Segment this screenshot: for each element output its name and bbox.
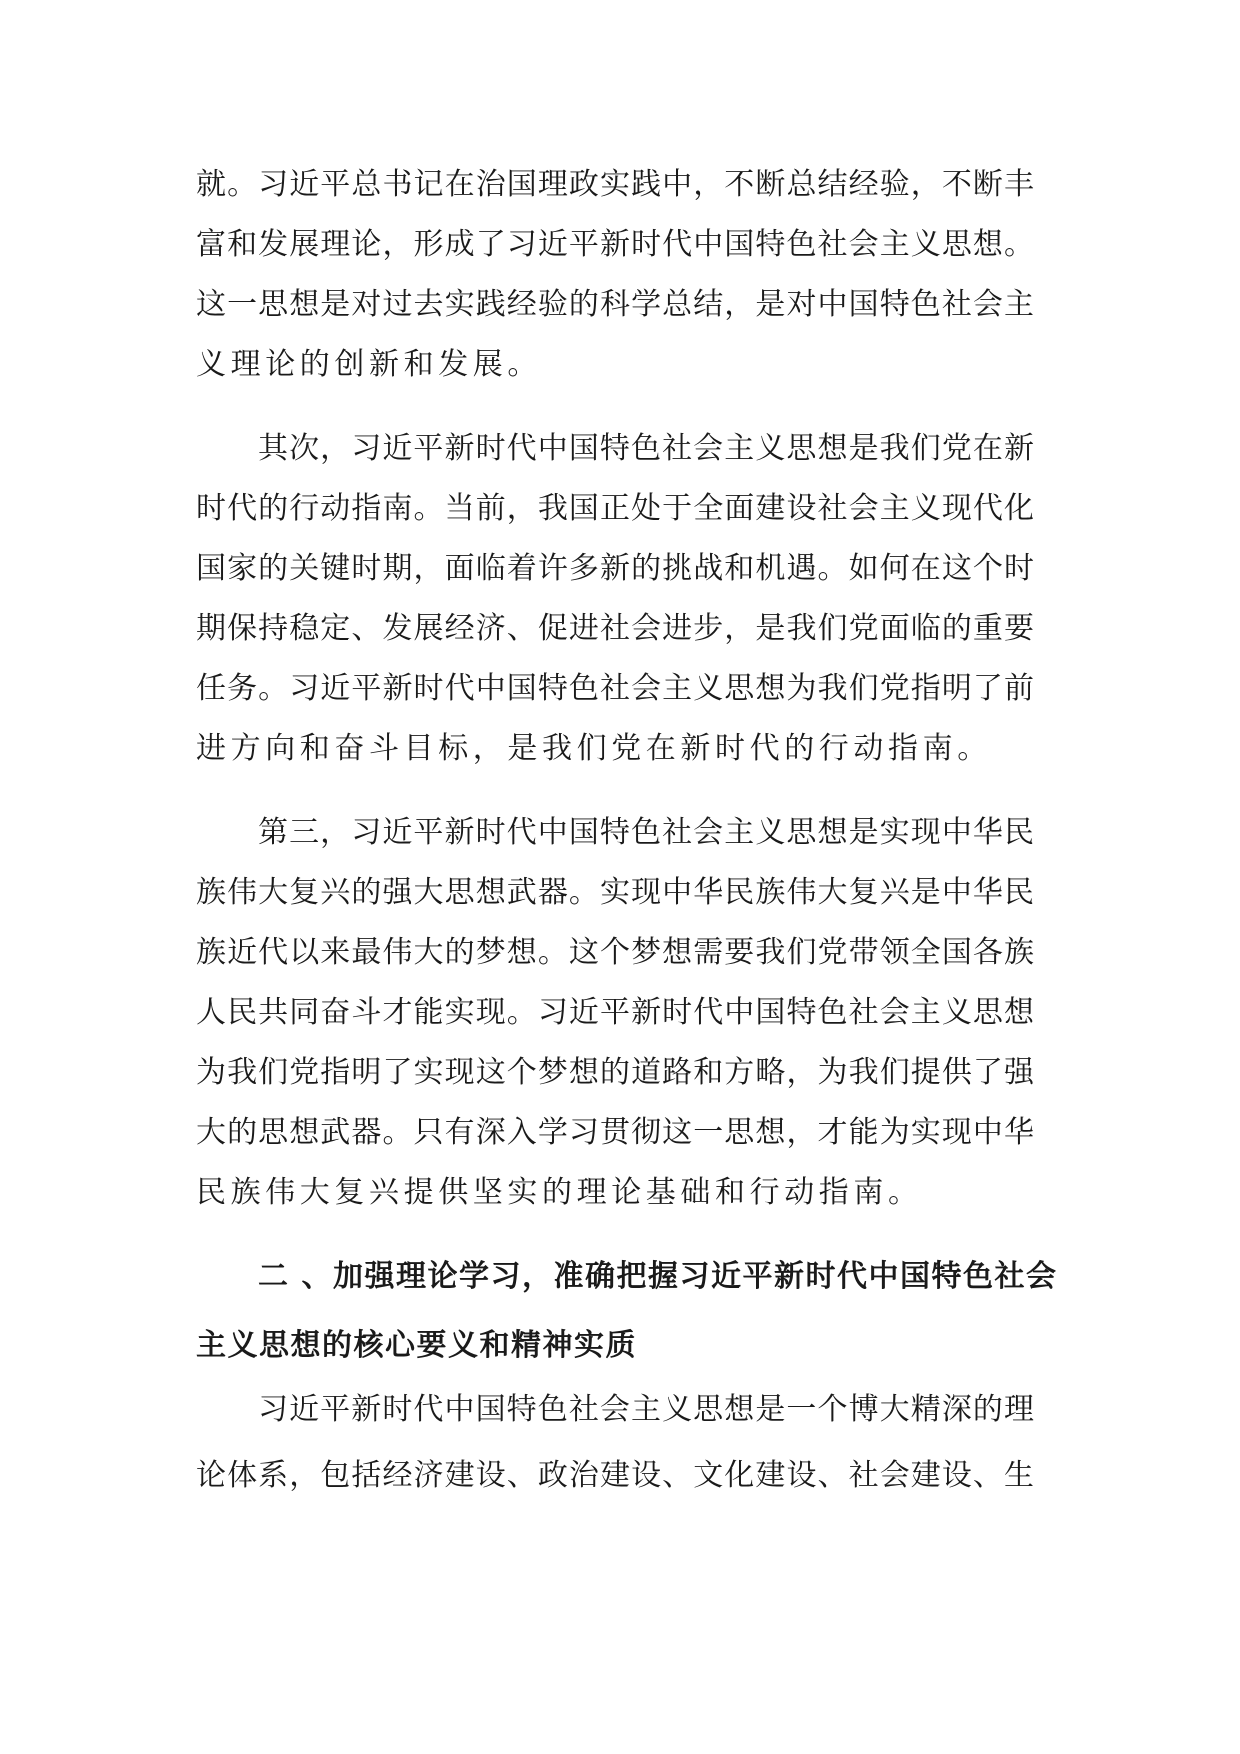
text-line: 期保持稳定、发展经济、促进社会进步，是我们党面临的重要	[196, 611, 1034, 646]
text-line: 第三，习近平新时代中国特色社会主义思想是实现中华民	[258, 815, 1034, 850]
text-line: 就。习近平总书记在治国理政实践中，不断总结经验，不断丰	[196, 167, 1034, 202]
text-line: 富和发展理论，形成了习近平新时代中国特色社会主义思想。	[196, 227, 1034, 262]
text-line: 时代的行动指南。当前，我国正处于全面建设社会主义现代化	[196, 491, 1034, 526]
text-line: 进方向和奋斗目标，是我们党在新时代的行动指南。	[196, 731, 992, 766]
text-line: 民族伟大复兴提供坚实的理论基础和行动指南。	[196, 1175, 923, 1210]
text-line: 国家的关键时期，面临着许多新的挑战和机遇。如何在这个时	[196, 551, 1034, 586]
text-line: 其次，习近平新时代中国特色社会主义思想是我们党在新	[258, 431, 1034, 466]
text-line: 族近代以来最伟大的梦想。这个梦想需要我们党带领全国各族	[196, 935, 1034, 970]
text-line: 为我们党指明了实现这个梦想的道路和方略，为我们提供了强	[196, 1055, 1034, 1090]
text-line: 大的思想武器。只有深入学习贯彻这一思想，才能为实现中华	[196, 1115, 1034, 1150]
text-line: 人民共同奋斗才能实现。习近平新时代中国特色社会主义思想	[196, 995, 1034, 1030]
text-line: 族伟大复兴的强大思想武器。实现中华民族伟大复兴是中华民	[196, 875, 1034, 910]
text-line: 习近平新时代中国特色社会主义思想是一个博大精深的理	[258, 1392, 1034, 1427]
section-heading: 二 、加强理论学习，准确把握习近平新时代中国特色社会	[258, 1259, 1058, 1294]
text-line: 义理论的创新和发展。	[196, 347, 542, 382]
text-line: 论体系，包括经济建设、政治建设、文化建设、社会建设、生	[196, 1458, 1034, 1493]
text-line: 任务。习近平新时代中国特色社会主义思想为我们党指明了前	[196, 671, 1034, 706]
section-heading: 主义思想的核心要义和精神实质	[196, 1328, 637, 1363]
text-line: 这一思想是对过去实践经验的科学总结，是对中国特色社会主	[196, 287, 1034, 322]
